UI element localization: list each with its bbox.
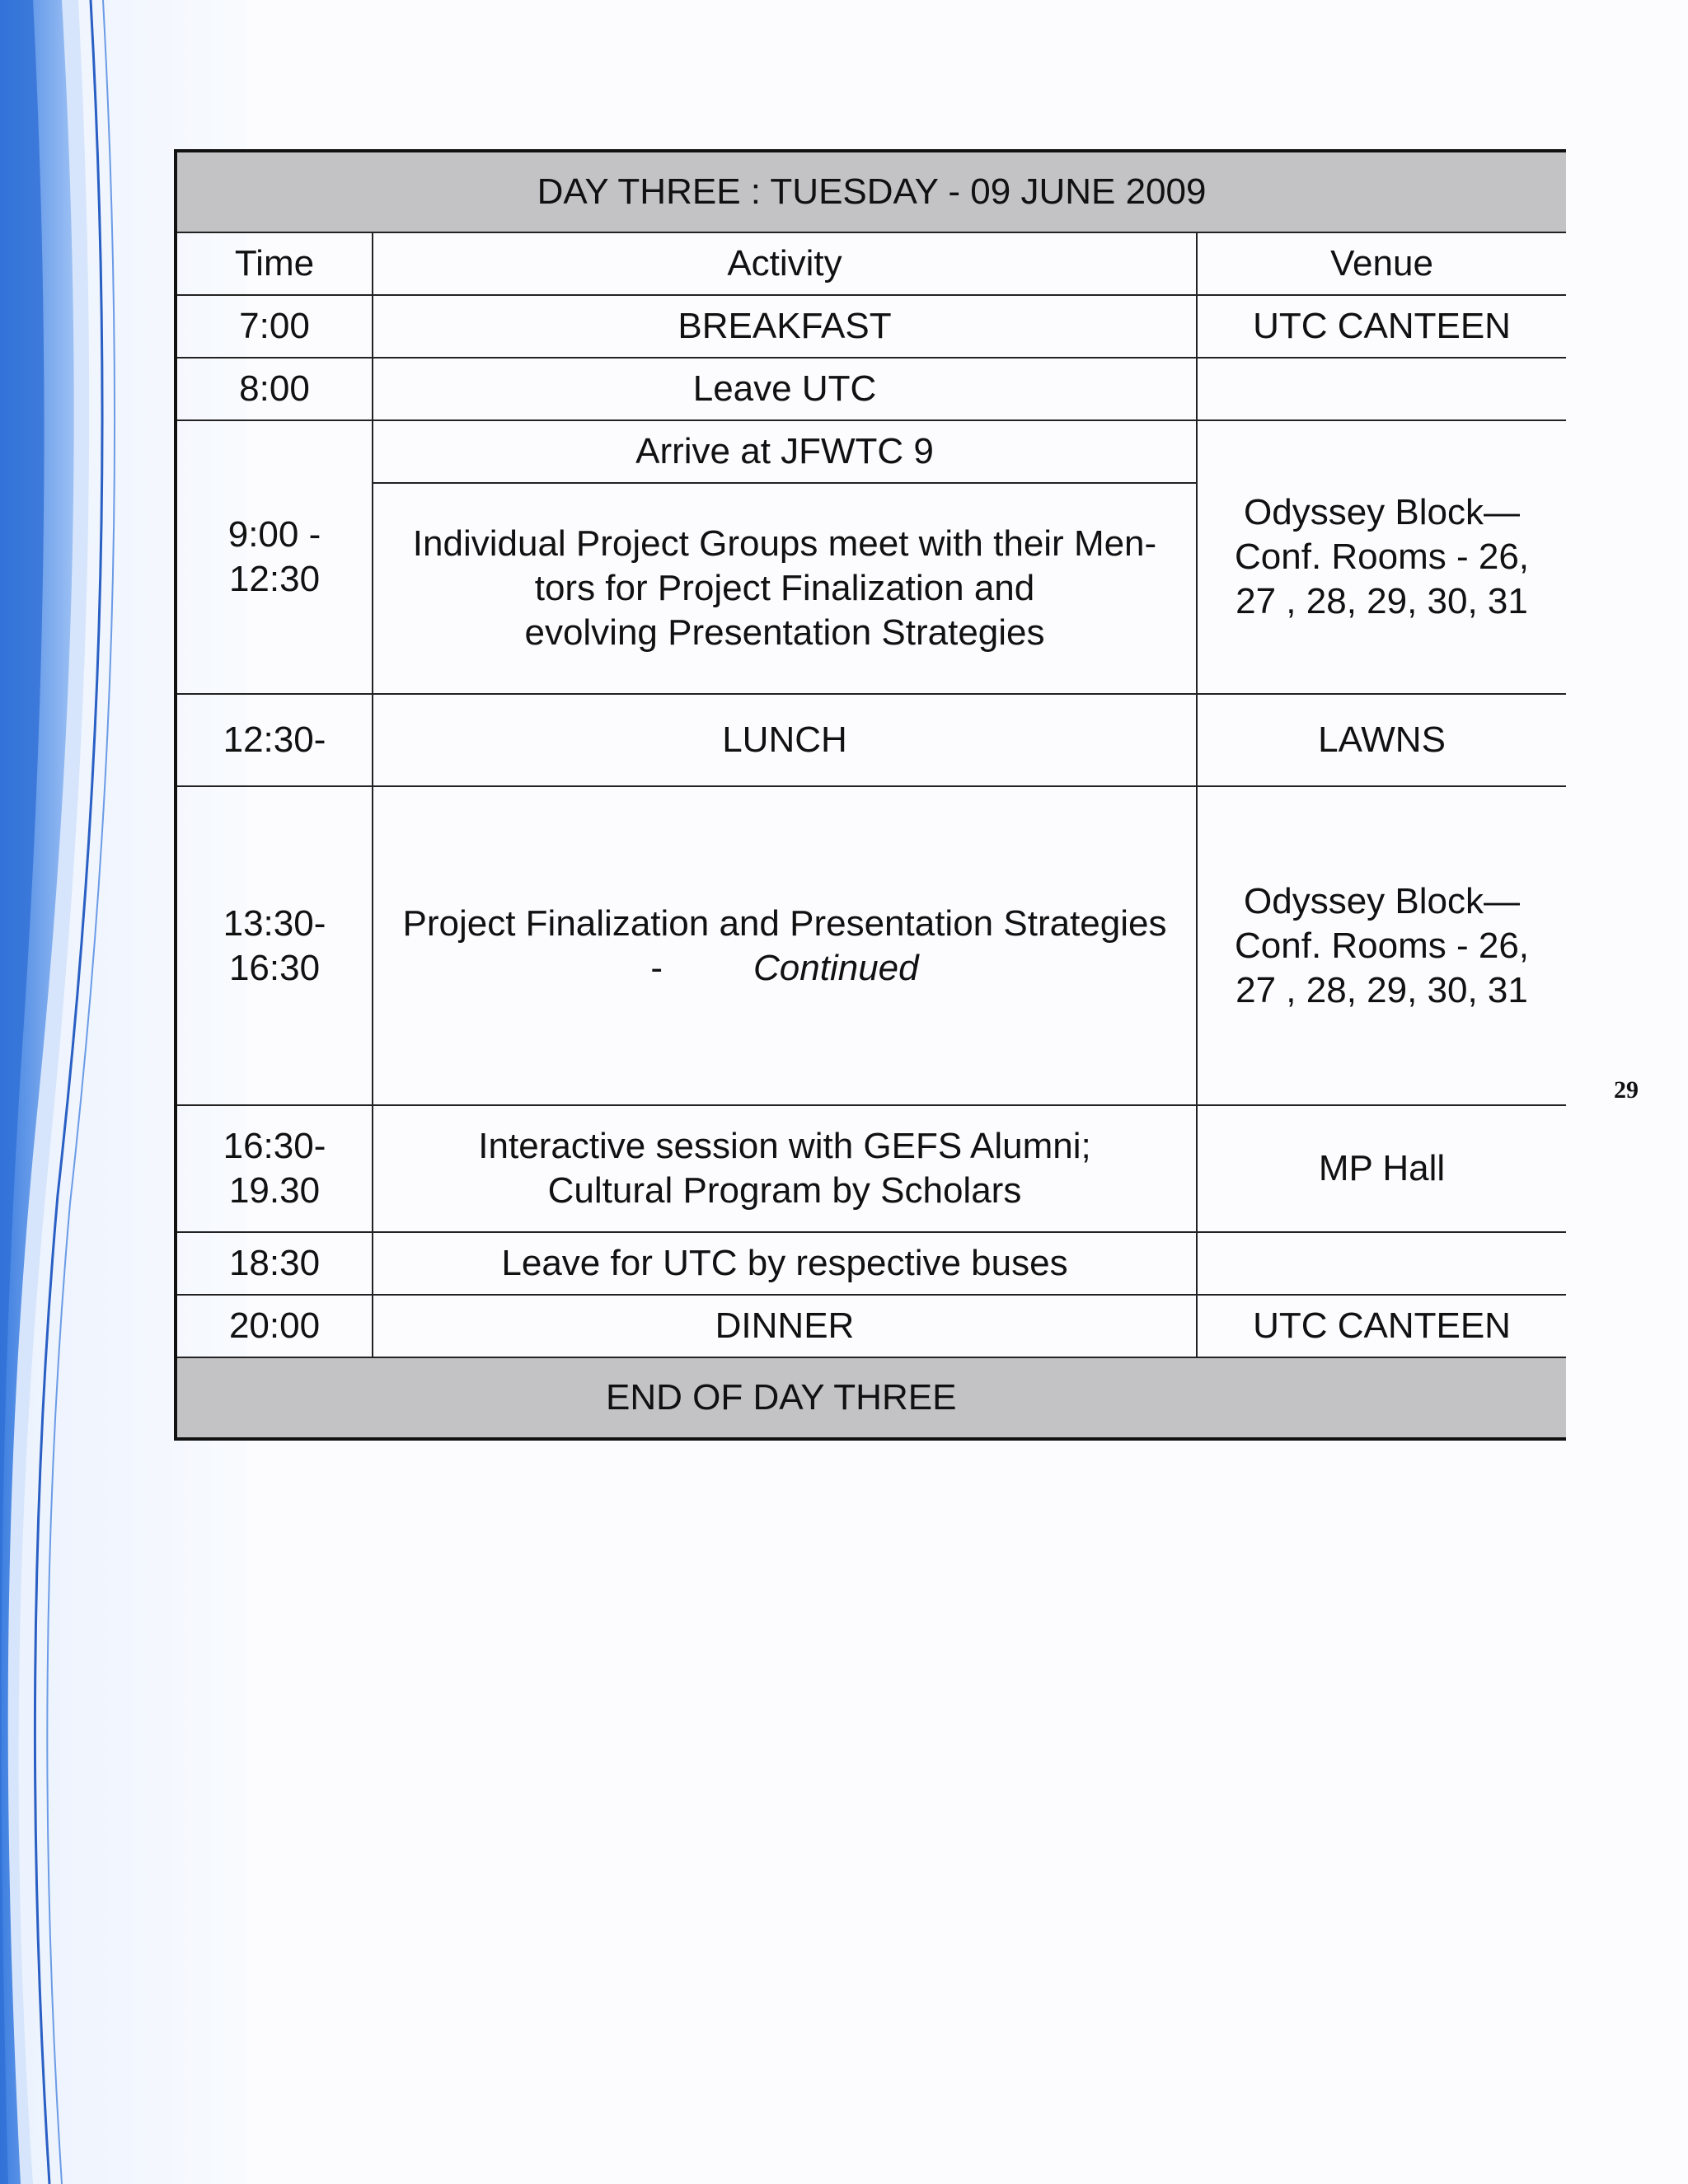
activity-dash: - [650,947,663,988]
time-cell: 8:00 [176,358,373,420]
table-row [176,1295,1566,1357]
activity-cell: DINNER [373,1295,1197,1357]
activity-line [378,946,1191,991]
time-cell: 18:30 [176,1232,373,1295]
time-column-header: Time [176,232,373,295]
table-row [176,420,1566,483]
venue-line: 27 , 28, 29, 30, 31 [1236,581,1528,621]
activity-column-header: Activity [373,232,1197,295]
time-line: 16:30- [223,1126,326,1166]
activity-line: Project Finalization and Presentation Strategies [402,902,1167,944]
venue-cell [1197,358,1566,420]
time-cell [176,420,373,694]
venue-line: Odyssey Block— [1244,492,1520,532]
activity-cell [373,483,1197,694]
venue-cell [1197,1232,1566,1295]
venue-cell [1197,420,1566,694]
time-cell: 7:00 [176,295,373,358]
day-title-row [176,151,1566,232]
venue-line: 27 , 28, 29, 30, 31 [1236,969,1528,1010]
venue-cell: UTC CANTEEN [1197,1295,1566,1357]
page-number: 29 [1614,1076,1639,1104]
end-banner: END OF DAY THREE [176,1357,1566,1439]
venue-line: Conf. Rooms - 26, [1235,925,1530,966]
activity-cell: Leave UTC [373,358,1197,420]
activity-cell: Arrive at JFWTC 9 [373,420,1197,483]
activity-continued: Continued [753,947,919,988]
venue-line: Odyssey Block— [1244,880,1520,921]
activity-line: Interactive session with GEFS Alumni; [478,1126,1091,1166]
activity-line: tors for Project Finalization and [534,568,1035,608]
venue-line: Conf. Rooms - 26, [1235,537,1530,577]
table-row [176,1105,1566,1232]
table-row [176,786,1566,1105]
table-row [176,358,1566,420]
venue-cell: UTC CANTEEN [1197,295,1566,358]
venue-cell [1197,786,1566,1105]
header-row [176,232,1566,295]
activity-cell: Leave for UTC by respective buses [373,1232,1197,1295]
time-line: 9:00 - [227,514,321,555]
day-title: DAY THREE : TUESDAY - 09 JUNE 2009 [176,151,1566,232]
activity-line: Cultural Program by Scholars [547,1170,1022,1211]
time-line: 19.30 [228,1170,321,1211]
activity-line: Individual Project Groups meet with their Men- [412,523,1157,564]
table-row [176,295,1566,358]
activity-line: evolving Presentation Strategies [524,612,1045,653]
venue-cell: LAWNS [1197,694,1566,786]
time-line: 13:30- [223,902,326,944]
activity-cell [373,786,1197,1105]
venue-cell: MP Hall [1197,1105,1566,1232]
end-banner-row [176,1357,1566,1439]
time-cell: 20:00 [176,1295,373,1357]
schedule-table [174,149,1566,1441]
table-row [176,1232,1566,1295]
time-cell [176,1105,373,1232]
activity-cell: LUNCH [373,694,1197,786]
time-cell [176,786,373,1105]
time-line: 16:30 [228,947,321,988]
time-cell: 12:30- [176,694,373,786]
table-row [176,694,1566,786]
activity-cell [373,1105,1197,1232]
activity-cell: BREAKFAST [373,295,1197,358]
time-line: 12:30 [228,559,321,599]
venue-column-header: Venue [1197,232,1566,295]
